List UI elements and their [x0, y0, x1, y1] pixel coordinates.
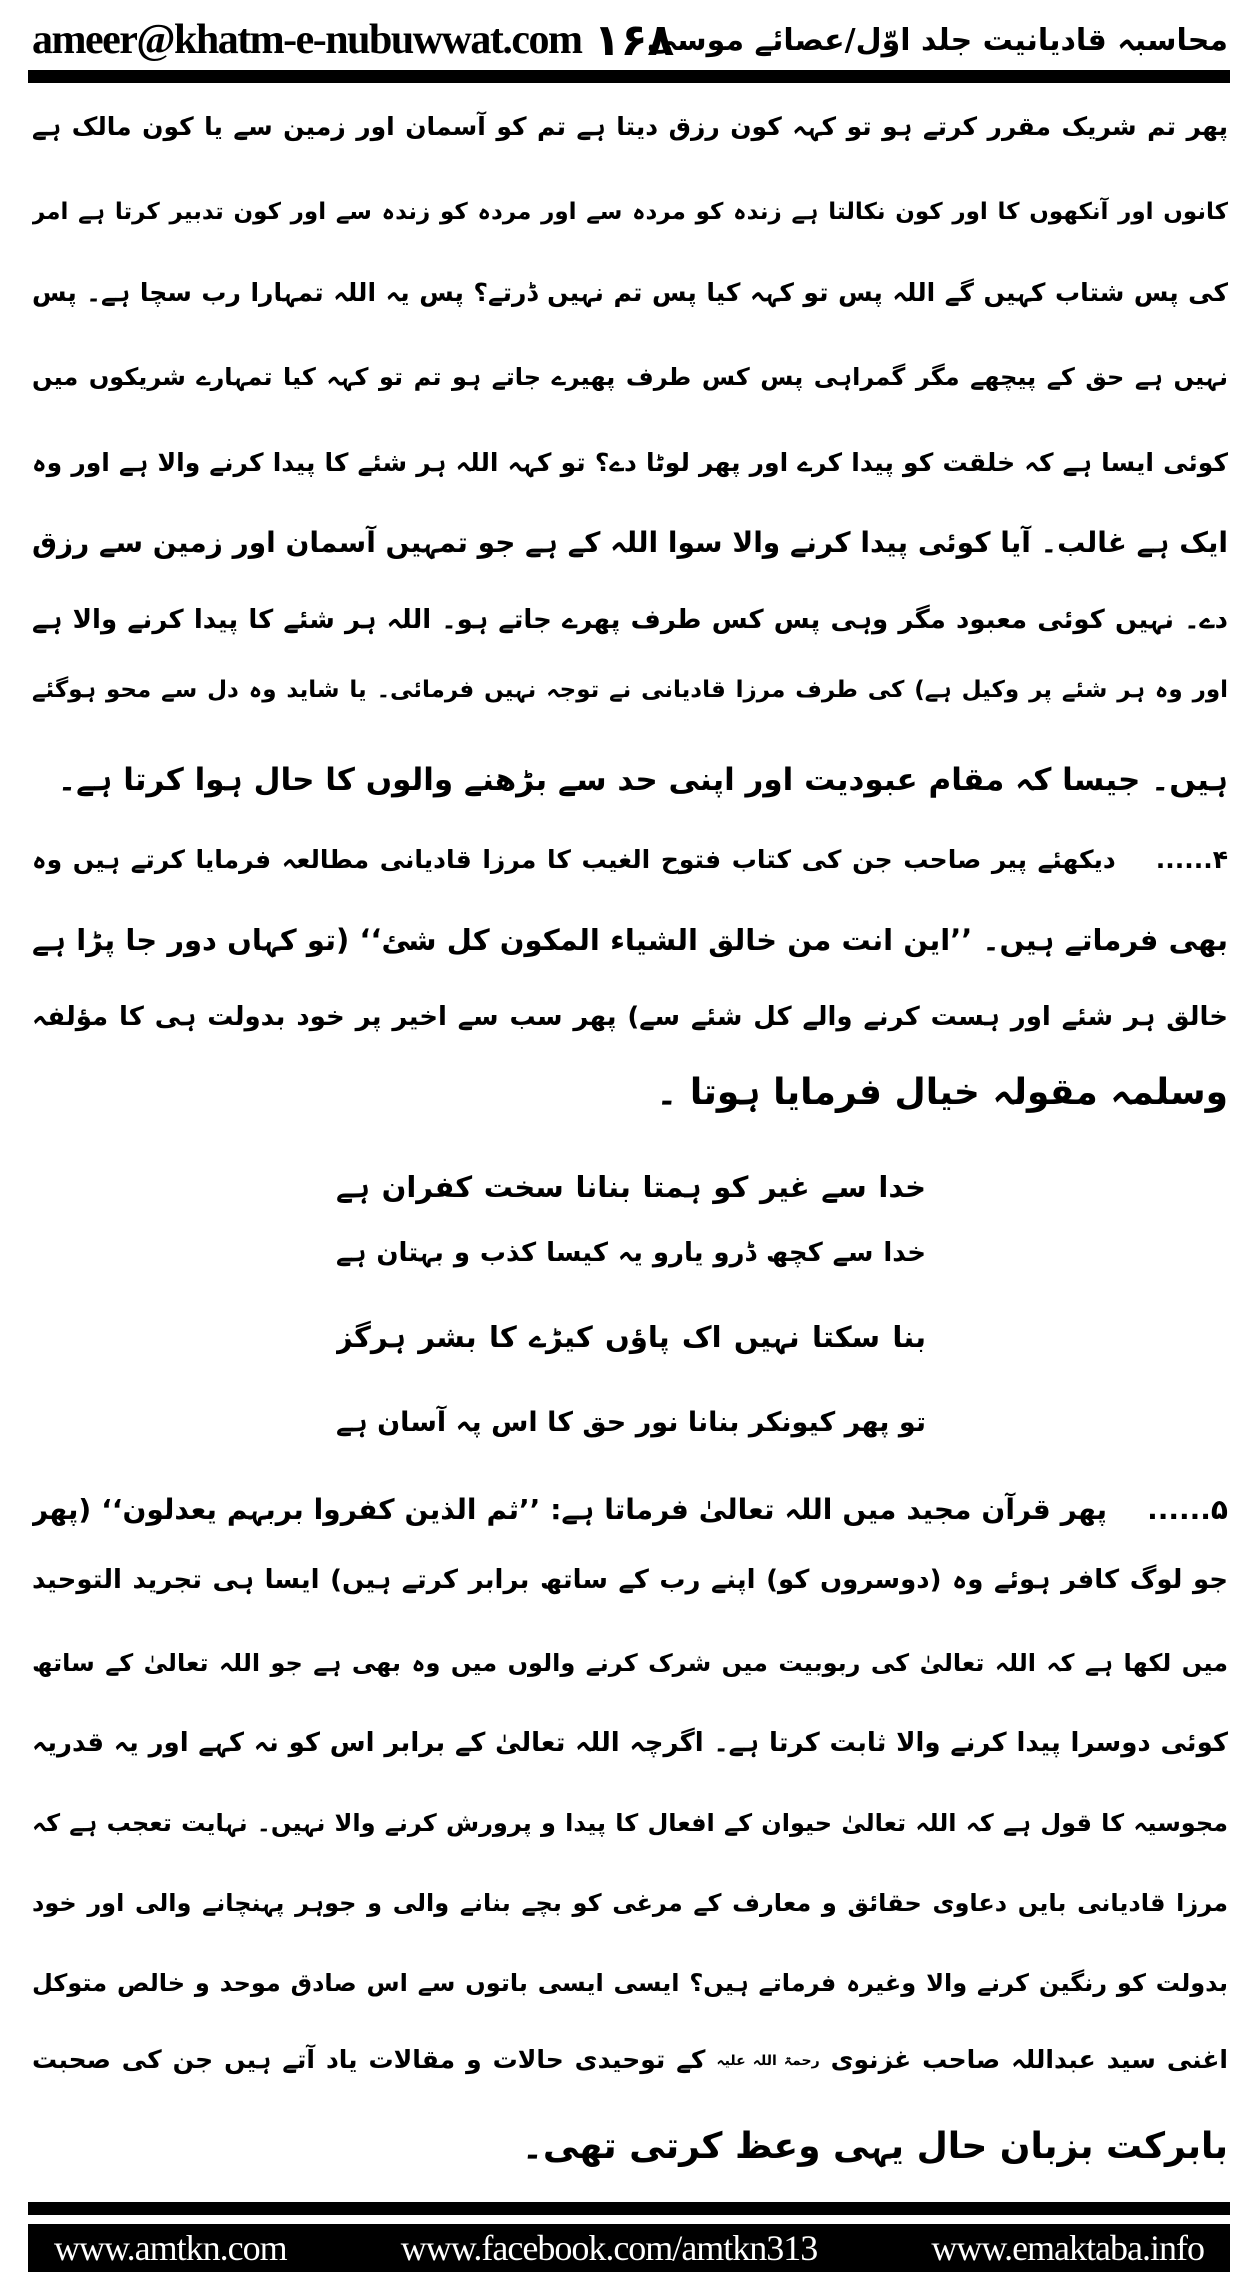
text-line: کی پس شتاب کہیں گے اللہ پس تو کہہ کیا پس تم نہیں ڈرتے؟ پس یہ اللہ تمہارا رب سچا ہے۔ پس: [32, 278, 1228, 307]
text-line: کوئی ایسا ہے کہ خلقت کو پیدا کرے اور پھر لوٹا دے؟ تو کہہ اللہ ہر شئے کا پیدا کرنے والا ہے اور وہ: [32, 448, 1228, 477]
honorific: رحمۃ اللہ علیہ: [716, 2053, 820, 2069]
header-divider: [28, 70, 1230, 83]
footer-link-emaktaba[interactable]: www.emaktaba.info: [931, 2228, 1204, 2268]
footer-link-amtkn[interactable]: www.amtkn.com: [54, 2228, 287, 2268]
text-line: مجوسیہ کا قول ہے کہ اللہ تعالیٰ حیوان کے افعال کا پیدا و پرورش کرنے والا نہیں۔ نہایت تعجب ہے کہ: [32, 1809, 1228, 1837]
footer: [28, 2224, 1230, 2272]
text-line: اور وہ ہر شئے پر وکیل ہے) کی طرف مرزا قادیانی نے توجہ نہیں فرمائی۔ یا شاید وہ دل سے محو ہوگئے: [32, 677, 1228, 703]
verse-line: خدا سے کچھ ڈرو یارو یہ کیسا کذب و بہتان ہے: [336, 1238, 926, 1268]
text-line: بھی فرماتے ہیں۔ ’’این انت من خالق الشیاء المکون کل شئ‘‘ (تو کہاں دور جا پڑا ہے: [32, 923, 1228, 957]
text-span: دیکھئے پیر صاحب جن کی کتاب فتوح الغیب کا مرزا قادیانی مطالعہ فرمایا کرتے ہیں وہ: [32, 845, 1116, 874]
text-line: مرزا قادیانی بایں دعاوی حقائق و معارف کے مرغی کو بچے بنانے والی و جوہر پہنچانے والی اور خود: [32, 1889, 1228, 1917]
text-line: [32, 2020, 1228, 2100]
paragraph-4-line: [32, 820, 1228, 900]
text-line: ایک ہے غالب۔ آیا کوئی پیدا کرنے والا سوا اللہ کے ہے جو تمہیں آسمان اور زمین سے رزق: [32, 526, 1228, 559]
text-span: پھر قرآن مجید میں اللہ تعالیٰ فرماتا ہے: ’’ثم الذین کفروا بربہم یعدلون‘‘ (پھر: [32, 1493, 1108, 1526]
text-line: میں لکھا ہے کہ اللہ تعالیٰ کی ربوبیت میں شرک کرنے والوں میں وہ بھی ہے جو اللہ تعالیٰ کے ساتھ: [32, 1649, 1228, 1677]
verse-line: تو پھر کیونکر بنانا نور حق کا اس پہ آسان ہے: [336, 1407, 926, 1438]
text-line: کانوں اور آنکھوں کا اور کون نکالتا ہے زندہ کو مردہ سے اور مردہ کو زندہ سے اور کون تدبیر کرتا ہے امر: [32, 199, 1228, 225]
text-line: خالق ہر شئے اور ہست کرنے والے کل شئے سے) پھر سب سے اخیر پر خود بدولت ہی کا مؤلفہ: [32, 1002, 1228, 1032]
footer-link-facebook[interactable]: www.facebook.com/amtkn313: [400, 2228, 818, 2268]
page-number: ۱۶۸: [593, 14, 675, 66]
text-line: کوئی دوسرا پیدا کرنے والا ثابت کرتا ہے۔ اگرچہ اللہ تعالیٰ کے برابر اس کو نہ کہے اور یہ قدریہ: [32, 1728, 1228, 1758]
text-line: ہیں۔ جیسا کہ مقام عبودیت اور اپنی حد سے بڑھنے والوں کا حال ہوا کرتا ہے۔: [57, 762, 1228, 798]
text-line: دے۔ نہیں کوئی معبود مگر وہی پس کس طرف پھرے جاتے ہو۔ اللہ ہر شئے کا پیدا کرنے والا ہے: [32, 605, 1228, 635]
paragraph-number: ۴......: [1155, 845, 1228, 874]
paragraph-5-line: [32, 1470, 1228, 1550]
verse-line: خدا سے غیر کو ہمتا بنانا سخت کفران ہے: [336, 1170, 926, 1204]
book-title: محاسبہ قادیانیت جلد اوّل/عصائے موسیٰ: [646, 22, 1228, 58]
text-line: جو لوگ کافر ہوئے وہ (دوسروں کو) اپنے رب کے ساتھ برابر کرتے ہیں) ایسا ہی تجرید التوحید: [32, 1565, 1228, 1595]
verse-line: بنا سکتا نہیں اک پاؤں کیڑے کا بشر ہرگز: [336, 1320, 926, 1354]
text-line: بدولت کو رنگین کرنے والا وغیرہ فرماتے ہیں؟ ایسی ایسی باتوں سے اس صادق موحد و خالص متوکل: [32, 1969, 1228, 1997]
text-line: بابرکت بزبان حال یہی وعظ کرتی تھی۔: [521, 2126, 1228, 2167]
footer-divider: [28, 2202, 1230, 2215]
text-line: نہیں ہے حق کے پیچھے مگر گمراہی پس کس طرف پھیرے جاتے ہو تم تو کہہ کیا تمہارے شریکوں میں: [32, 363, 1228, 391]
text-line: وسلمہ مقولہ خیال فرمایا ہوتا ۔: [656, 1072, 1228, 1113]
text-span: اغنی سید عبداللہ صاحب غزنوی: [830, 2045, 1228, 2074]
text-span: کے توحیدی حالات و مقالات یاد آتے ہیں جن کی صحبت: [32, 2045, 706, 2074]
paragraph-number: ۵......: [1147, 1493, 1228, 1526]
header-email: ameer@khatm-e-nubuwwat.com: [32, 17, 582, 63]
text-line: پھر تم شریک مقرر کرتے ہو تو کہہ کون رزق دیتا ہے تم کو آسمان اور زمین سے یا کون مالک ہے: [32, 112, 1228, 141]
